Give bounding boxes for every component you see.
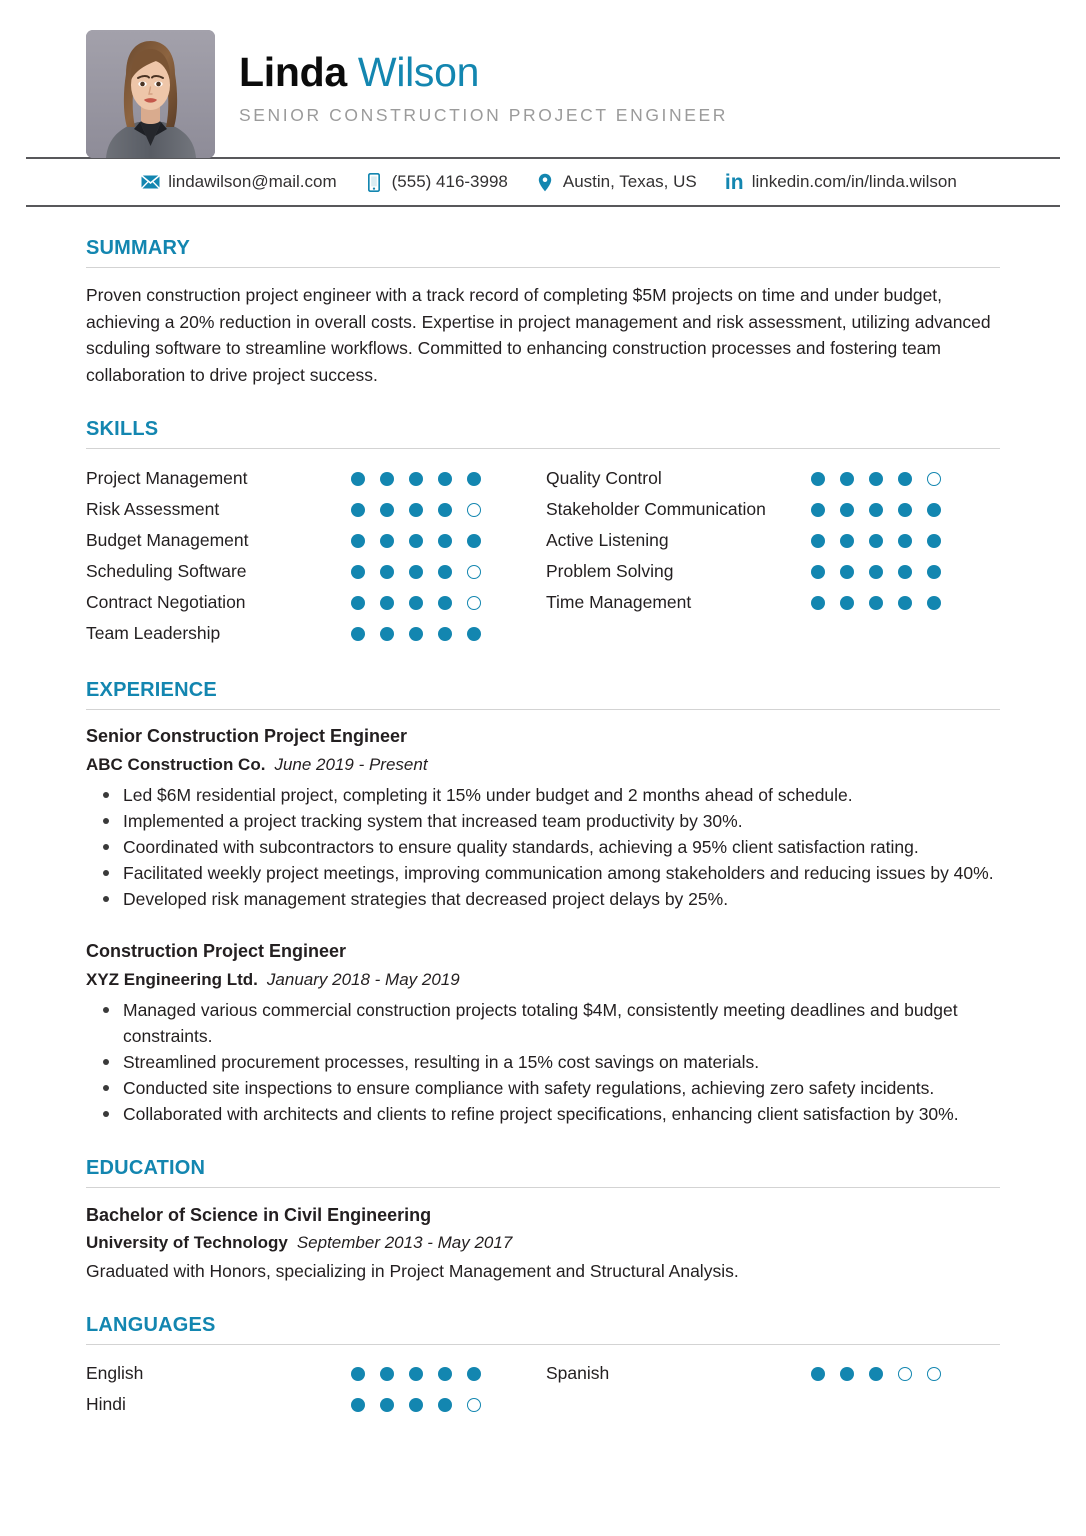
rating-dot bbox=[351, 472, 365, 486]
rating-dot bbox=[351, 503, 365, 517]
skill-row-label: Quality Control bbox=[546, 468, 662, 488]
identity-block bbox=[215, 30, 728, 126]
job-meta bbox=[86, 968, 1000, 993]
language-row bbox=[546, 1358, 1000, 1389]
job-company: ABC Construction Co. bbox=[86, 755, 266, 774]
education-dates: September 2013 - May 2017 bbox=[296, 1233, 513, 1252]
rating-dot bbox=[898, 503, 912, 517]
education-meta bbox=[86, 1230, 1000, 1256]
skill-row-label: Stakeholder Communication bbox=[546, 499, 766, 519]
rating-dots bbox=[351, 503, 481, 517]
rating-dot bbox=[438, 596, 452, 610]
rating-dots bbox=[811, 596, 941, 610]
rating-dot bbox=[811, 1367, 825, 1381]
job-bullet: Coordinated with subcontractors to ensure quality standards, achieving a 95% client satisfaction rating. bbox=[123, 834, 1000, 860]
rating-dots bbox=[351, 1398, 481, 1412]
contact-location-text: Austin, Texas, US bbox=[562, 172, 697, 191]
rating-dot bbox=[840, 503, 854, 517]
linkedin-icon: in bbox=[724, 170, 744, 194]
rating-dot bbox=[380, 534, 394, 548]
rating-dot bbox=[438, 1367, 452, 1381]
rating-dot bbox=[898, 534, 912, 548]
language-row-label: Spanish bbox=[546, 1363, 610, 1383]
skill-row bbox=[546, 525, 1000, 556]
rating-dot bbox=[380, 1367, 394, 1381]
contact-email-text: lindawilson@mail.com bbox=[168, 172, 337, 191]
rating-dot bbox=[467, 472, 481, 486]
rating-dot bbox=[467, 503, 481, 517]
rating-dot bbox=[811, 565, 825, 579]
rating-dot bbox=[840, 596, 854, 610]
rating-dot bbox=[438, 534, 452, 548]
rating-dot bbox=[811, 596, 825, 610]
languages-column-left bbox=[86, 1358, 546, 1420]
job-bullet: Facilitated weekly project meetings, improving communication among stakeholders and reducing issues by 40%. bbox=[123, 860, 1000, 886]
skill-row bbox=[86, 494, 546, 525]
rating-dot bbox=[811, 472, 825, 486]
contact-bar bbox=[26, 157, 1060, 207]
rating-dot bbox=[927, 534, 941, 548]
skill-row-label: Budget Management bbox=[86, 530, 249, 550]
skill-row-label: Team Leadership bbox=[86, 623, 221, 643]
resume-header bbox=[0, 0, 1086, 140]
skill-row bbox=[86, 556, 546, 587]
languages-heading: LANGUAGES bbox=[86, 1314, 1000, 1345]
education-degree: Bachelor of Science in Civil Engineering bbox=[86, 1205, 432, 1225]
avatar bbox=[86, 30, 215, 158]
rating-dot bbox=[869, 565, 883, 579]
rating-dots bbox=[351, 596, 481, 610]
rating-dots bbox=[811, 503, 941, 517]
rating-dots bbox=[351, 565, 481, 579]
skill-row-label: Active Listening bbox=[546, 530, 669, 550]
email-icon bbox=[141, 173, 160, 192]
location-icon bbox=[536, 173, 555, 192]
rating-dot bbox=[380, 627, 394, 641]
rating-dot bbox=[438, 1398, 452, 1412]
rating-dot bbox=[467, 627, 481, 641]
job-title: SENIOR CONSTRUCTION PROJECT ENGINEER bbox=[239, 105, 729, 125]
job-dates: June 2019 - Present bbox=[274, 755, 428, 774]
first-name: Linda bbox=[239, 49, 347, 95]
skill-row bbox=[86, 463, 546, 494]
job-company: XYZ Engineering Ltd. bbox=[86, 970, 258, 989]
education-heading: EDUCATION bbox=[86, 1157, 1000, 1188]
rating-dot bbox=[840, 534, 854, 548]
rating-dot bbox=[351, 627, 365, 641]
job-meta bbox=[86, 753, 1000, 778]
skill-row-label: Contract Negotiation bbox=[86, 592, 246, 612]
rating-dot bbox=[811, 534, 825, 548]
skill-row bbox=[86, 525, 546, 556]
rating-dot bbox=[351, 596, 365, 610]
language-row-label: Hindi bbox=[86, 1394, 126, 1414]
rating-dot bbox=[409, 596, 423, 610]
education-entry bbox=[86, 1202, 1000, 1284]
job-dates: January 2018 - May 2019 bbox=[266, 970, 460, 989]
contact-linkedin[interactable] bbox=[725, 172, 957, 192]
skill-row-label: Problem Solving bbox=[546, 561, 674, 581]
rating-dots bbox=[351, 1367, 481, 1381]
rating-dot bbox=[898, 1367, 912, 1381]
skill-row bbox=[546, 587, 1000, 618]
rating-dot bbox=[869, 503, 883, 517]
rating-dot bbox=[927, 596, 941, 610]
summary-text: Proven construction project engineer with a track record of completing $5M projects on time and under budget, achieving a 20% reduction in overall costs. Expertise in project management and risk assessment, utilizing advanced scduling software to streamline workflows. Committed to enhancing construction processes and fostering team collaboration to drive project success. bbox=[86, 285, 991, 385]
skill-row-label: Scheduling Software bbox=[86, 561, 247, 581]
rating-dot bbox=[811, 503, 825, 517]
rating-dot bbox=[869, 596, 883, 610]
rating-dot bbox=[840, 472, 854, 486]
rating-dot bbox=[840, 1367, 854, 1381]
rating-dot bbox=[380, 472, 394, 486]
rating-dot bbox=[351, 565, 365, 579]
rating-dots bbox=[351, 472, 481, 486]
job-bullet: Implemented a project tracking system that increased team productivity by 30%. bbox=[123, 808, 1000, 834]
contact-email[interactable] bbox=[141, 172, 336, 192]
rating-dot bbox=[409, 565, 423, 579]
language-row bbox=[86, 1358, 546, 1389]
rating-dot bbox=[409, 534, 423, 548]
rating-dot bbox=[409, 472, 423, 486]
skill-row bbox=[86, 587, 546, 618]
job-bullet: Collaborated with architects and clients to refine project specifications, enhancing client satisfaction by 30%. bbox=[123, 1101, 1000, 1127]
language-row bbox=[86, 1389, 546, 1420]
experience-entry bbox=[86, 724, 1000, 912]
skill-row-label: Project Management bbox=[86, 468, 248, 488]
rating-dot bbox=[467, 565, 481, 579]
rating-dot bbox=[927, 472, 941, 486]
language-row-label: English bbox=[86, 1363, 144, 1383]
job-bullets bbox=[86, 997, 1000, 1127]
contact-phone[interactable] bbox=[365, 172, 508, 192]
summary-heading: SUMMARY bbox=[86, 237, 1000, 268]
rating-dot bbox=[898, 565, 912, 579]
rating-dot bbox=[409, 1367, 423, 1381]
section-education bbox=[86, 1157, 1000, 1284]
job-role: Senior Construction Project Engineer bbox=[86, 726, 408, 746]
page-title bbox=[239, 48, 728, 96]
rating-dot bbox=[869, 1367, 883, 1381]
rating-dots bbox=[811, 565, 941, 579]
rating-dots bbox=[811, 1367, 941, 1381]
skill-row-label: Risk Assessment bbox=[86, 499, 220, 519]
rating-dot bbox=[380, 503, 394, 517]
rating-dot bbox=[438, 472, 452, 486]
rating-dot bbox=[438, 627, 452, 641]
rating-dot bbox=[927, 503, 941, 517]
languages-column-right bbox=[546, 1358, 1000, 1420]
experience-list bbox=[86, 724, 1000, 1127]
rating-dot bbox=[380, 596, 394, 610]
rating-dot bbox=[467, 596, 481, 610]
rating-dot bbox=[351, 534, 365, 548]
job-bullet: Conducted site inspections to ensure compliance with safety regulations, achieving zero safety incidents. bbox=[123, 1075, 1000, 1101]
contact-phone-text: (555) 416-3998 bbox=[391, 172, 508, 191]
phone-icon bbox=[365, 173, 384, 192]
section-summary bbox=[86, 237, 1000, 388]
education-school: University of Technology bbox=[86, 1233, 288, 1252]
rating-dot bbox=[438, 503, 452, 517]
resume-body bbox=[0, 237, 1086, 1420]
rating-dots bbox=[351, 534, 481, 548]
rating-dot bbox=[438, 565, 452, 579]
rating-dot bbox=[467, 1398, 481, 1412]
skill-row bbox=[546, 494, 1000, 525]
education-note: Graduated with Honors, specializing in Project Management and Structural Analysis. bbox=[86, 1261, 739, 1281]
skill-row bbox=[546, 556, 1000, 587]
rating-dot bbox=[351, 1367, 365, 1381]
rating-dots bbox=[351, 627, 481, 641]
job-bullets bbox=[86, 782, 1000, 912]
contact-linkedin-text: linkedin.com/in/linda.wilson bbox=[751, 172, 957, 191]
skills-column-right bbox=[546, 463, 1000, 649]
rating-dot bbox=[380, 565, 394, 579]
rating-dot bbox=[898, 596, 912, 610]
section-skills bbox=[86, 418, 1000, 649]
skill-row-label: Time Management bbox=[546, 592, 692, 612]
rating-dot bbox=[351, 1398, 365, 1412]
skill-row bbox=[86, 618, 546, 649]
contact-location[interactable] bbox=[536, 172, 697, 192]
portrait-photo-icon bbox=[86, 30, 215, 158]
rating-dot bbox=[869, 472, 883, 486]
rating-dot bbox=[409, 627, 423, 641]
education-list bbox=[86, 1202, 1000, 1284]
rating-dot bbox=[869, 534, 883, 548]
rating-dots bbox=[811, 472, 941, 486]
rating-dot bbox=[467, 1367, 481, 1381]
section-experience bbox=[86, 679, 1000, 1127]
job-bullet: Led $6M residential project, completing it 15% under budget and 2 months ahead of schedule. bbox=[123, 782, 1000, 808]
experience-heading: EXPERIENCE bbox=[86, 679, 1000, 710]
rating-dot bbox=[380, 1398, 394, 1412]
rating-dot bbox=[409, 503, 423, 517]
section-languages bbox=[86, 1314, 1000, 1420]
skills-column-left bbox=[86, 463, 546, 649]
skills-heading: SKILLS bbox=[86, 418, 1000, 449]
rating-dot bbox=[927, 565, 941, 579]
job-bullet: Developed risk management strategies that decreased project delays by 25%. bbox=[123, 886, 1000, 912]
rating-dot bbox=[409, 1398, 423, 1412]
experience-entry bbox=[86, 939, 1000, 1127]
job-role: Construction Project Engineer bbox=[86, 941, 347, 961]
rating-dot bbox=[467, 534, 481, 548]
rating-dots bbox=[811, 534, 941, 548]
rating-dot bbox=[927, 1367, 941, 1381]
job-bullet: Streamlined procurement processes, resulting in a 15% cost savings on materials. bbox=[123, 1049, 1000, 1075]
last-name: Wilson bbox=[357, 49, 480, 95]
rating-dot bbox=[898, 472, 912, 486]
rating-dot bbox=[840, 565, 854, 579]
skill-row bbox=[546, 463, 1000, 494]
job-bullet: Managed various commercial construction projects totaling $4M, consistently meeting deadlines and budget constraints. bbox=[123, 997, 1000, 1049]
